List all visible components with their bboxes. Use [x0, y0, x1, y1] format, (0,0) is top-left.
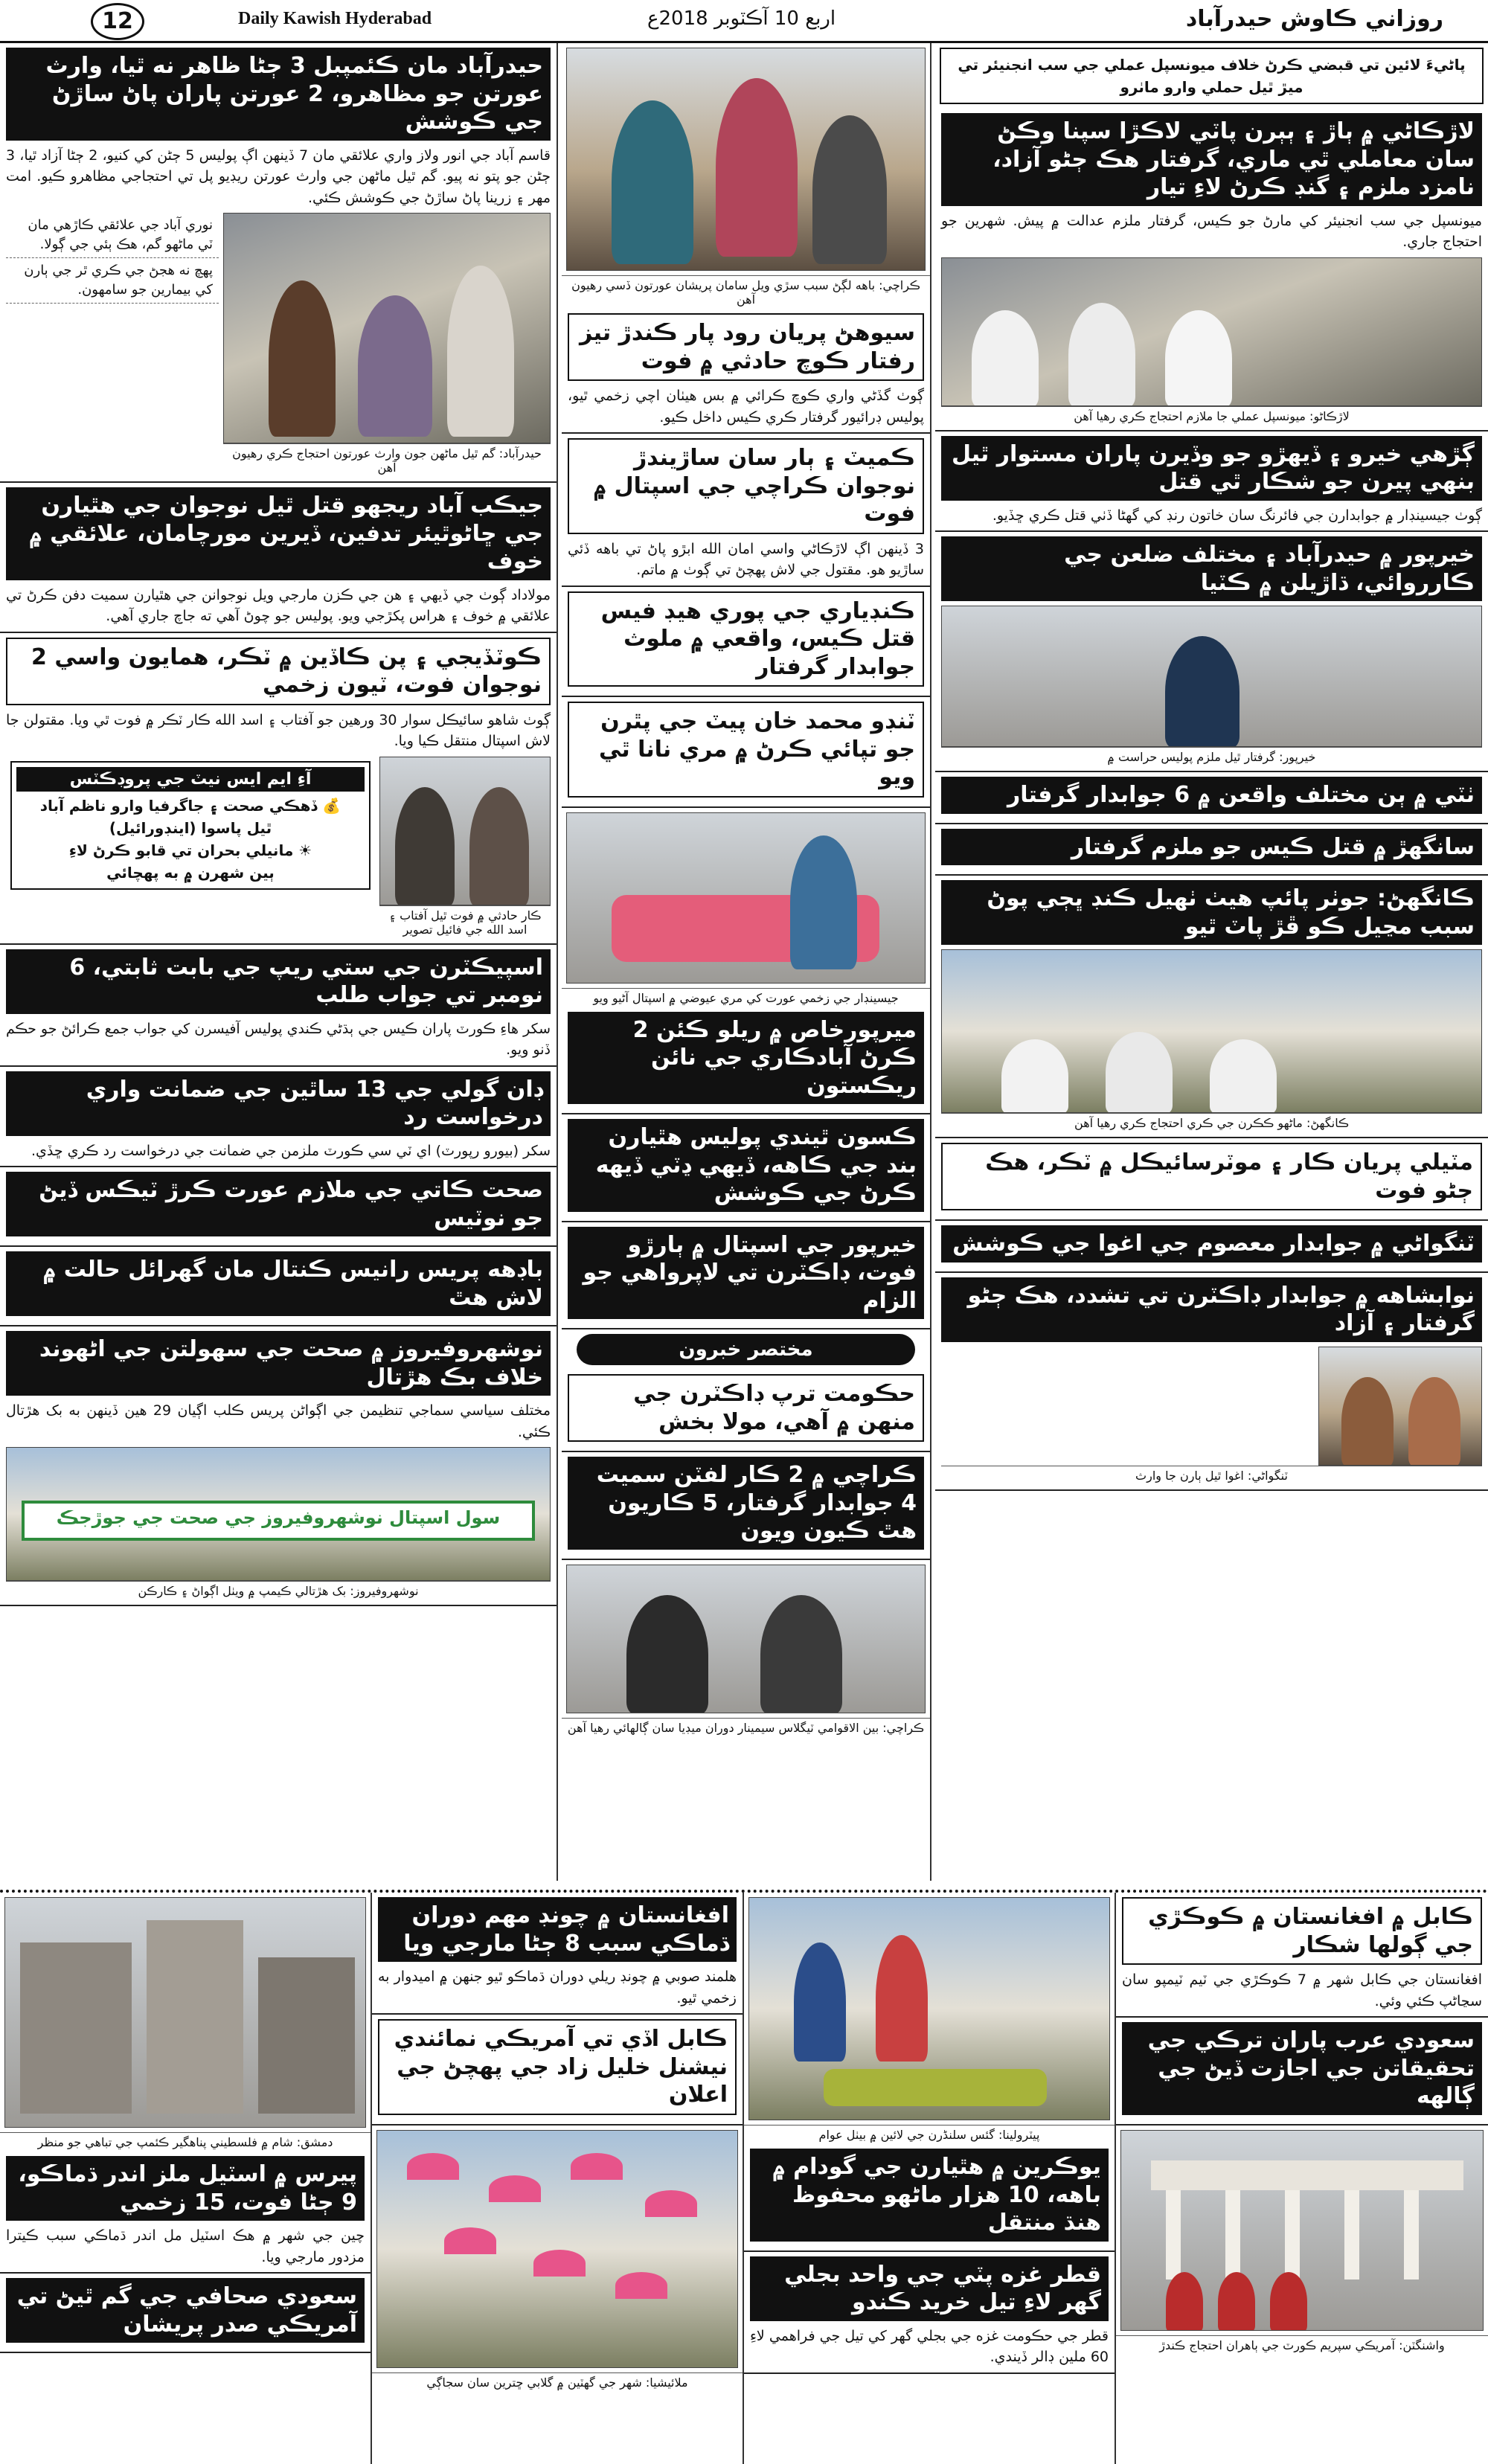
- english-title: Daily Kawish Hyderabad: [238, 9, 432, 28]
- headline: ڪنڊياري جي پوري هيڊ فيس قتل ڪيس، واقعي ۾ ملوث جوابدار گرفتار: [568, 591, 924, 687]
- building-ruin: [147, 1920, 243, 2114]
- headline: مٽيلي پريان ڪار ۽ موٽرسائيڪل ۾ ٽڪر، هڪ ڄڻو فوت: [941, 1143, 1482, 1210]
- person-figure: [1001, 1039, 1068, 1113]
- headline: ڳڙهي خيرو ۽ ڏيهڙو جو وڏيرن پاران مستوار ٿيل بنهي پيرن جو شڪار ٿي قتل: [941, 436, 1482, 501]
- person-figure: [1106, 1032, 1173, 1113]
- ad-line: ٻين شهرن ۾ به پهچائي: [106, 863, 275, 882]
- story-body: هلمند صوبي ۾ چونڊ ريلي دوران ڌماڪو ٿيو جنهن ۾ اميدوار به زخمي ٿيو.: [378, 1969, 737, 2006]
- photo-caption: حيدرآباد: گم ٿيل ماڻهن جون وارث عورتون احتجاج ڪري رهيون آهن: [223, 443, 551, 477]
- story-body: قاسم آباد جي انور ولاز واري علائقي مان 7 ڏينهن اڳ پوليس 5 ڄڻن کي کنيو، 2 ڄڻا آزاد ٿيا، 3 ڄڻن جو پتو نه پيو. گم ٿيل ماڻهن جي وارث عورتن ريڊيو پل تي احتجاجي مظاهرو ڪيو. امت مهر ۽ زرينا پاڻ ساڙڻ جي ڪوشش ڪئي.: [6, 147, 551, 206]
- headline: ڪابل ۾ افغانستان ۾ ڪوڪڙي جي ڳولها شڪار: [1122, 1897, 1482, 1965]
- story-body: ڳوٺ گڏڻي واري ڪوچ ڪرائي ۾ بس هيٺان اچي زخمي ٿيو، پوليس ڊرائيور گرفتار ڪري ڪيس داخل ڪيو.: [568, 388, 924, 426]
- story-saudi-journalist: [0, 2274, 371, 2353]
- bottom-col-3: [744, 1893, 1116, 2464]
- story-larkana-burn: [562, 434, 930, 587]
- bottom-col-4: [1116, 1893, 1488, 2464]
- headline: صحت ڪاتي جي ملازم عورت ڪرڙ ٽيڪس ڏيڻ جو نوٽيس: [6, 1172, 551, 1236]
- headline: ٺٽي ۾ ٻن مختلف واقعن ۾ 6 جوابدار گرفتار: [941, 777, 1482, 814]
- umbrella-shape: [407, 2153, 459, 2180]
- story-nawabshah: [935, 1273, 1488, 1491]
- headline: سانگهڙ ۾ قتل ڪيس جو ملزم گرفتار: [941, 829, 1482, 866]
- person-figure: [760, 1595, 842, 1713]
- building-ruin: [20, 1942, 132, 2114]
- story-body: ميونسپل جي سب انجنيئر کي مارڻ جو ڪيس، گرفتار ملزم عدالت ۾ پيش. شهرين جو احتجاج جاري.: [941, 212, 1482, 250]
- story-ukraine-depot: [744, 2144, 1115, 2252]
- story-karachi-arrest: [562, 1452, 930, 1560]
- ad-line: ٿيل پاسوا (اينڊورائيل): [109, 818, 272, 837]
- headline: پيرس ۾ اسٽيل ملز اندر ڌماڪو، 9 ڄڻا فوت، 15 زخمي: [6, 2156, 365, 2221]
- umbrella-shape: [645, 2190, 697, 2217]
- masthead: [0, 0, 1488, 43]
- story-kandiaro: [562, 587, 930, 698]
- photo-caption: جيسينڊار جي زخمي عورت کي مري عيوضي ۾ اسپتال آڻيو ويو: [562, 988, 930, 1007]
- story-tando: [562, 697, 930, 808]
- person-figure: [626, 1595, 708, 1713]
- bottom-col-2: [372, 1893, 744, 2464]
- seminar-photo: [566, 1565, 926, 1713]
- story-body: قطر جي حڪومت غزه جي بجلي گهر کي تيل جي فراهمي لاءِ 60 ملين ڊالر ڏيندي.: [750, 2327, 1109, 2365]
- international-section: [0, 1890, 1488, 2464]
- protest-banner: سول اسپتال نوشهروفيروز جي صحت جي جوڙجڪ: [22, 1501, 535, 1540]
- story-accident: [0, 633, 557, 945]
- story-body: مختلف سياسي سماجي تنظيمن جي اڳواڻن پريس ڪلب اڳيان 29 هين ڏينهن به بک هڙتال ڪئي.: [6, 1402, 551, 1440]
- person-figure: [358, 295, 432, 437]
- headline: حيدرآباد مان ڪئمپبل 3 ڄڻا ظاهر نه ٿيا، وارث عورتن جو مظاهرو، 2 عورتن پاران پاڻ ساڙڻ جي ڪوشش: [6, 48, 551, 141]
- story-body: 3 ڏينهن اڳ لاڙڪاڻي واسي امان الله ابڙو پاڻ تي باهه ڏئي ساڙيو هو. مقتول جي لاش پهچڻ تي ڳوٺ ۾ ماتم.: [568, 540, 924, 578]
- gas-cylinders-photo: [748, 1897, 1110, 2120]
- story-sanghar: [935, 824, 1488, 876]
- story-health-tax: [0, 1167, 557, 1247]
- story-thatta: [935, 772, 1488, 824]
- story-qatar-gaza: [744, 2252, 1115, 2374]
- photo-caption: واشنگٽن: آمريڪي سپريم ڪورٽ جي ٻاهران احتجاج ڪندڙ: [1116, 2335, 1488, 2355]
- headline: سعودي صحافي جي گم ٿيڻ تي آمريڪي صدر پريشان: [6, 2278, 365, 2343]
- umbrella-shape: [489, 2175, 541, 2202]
- story-saudi-turkey: [1116, 2018, 1488, 2125]
- person-figure: [469, 787, 529, 905]
- person-figure: [1165, 310, 1232, 406]
- story-garhi-khairo: [935, 431, 1488, 533]
- story-body: چين جي شهر ۾ هڪ اسٽيل مل اندر ڌماڪي سبب ڪيترا مزدور مارجي ويا.: [6, 2227, 365, 2265]
- story-mirpurkhas: [562, 1007, 930, 1115]
- photo-caption: خيرپور: گرفتار ٿيل ملزم پوليس حراست ۾: [941, 747, 1482, 766]
- headline: ڪميٽ ۽ ٻار سان ساڙيندڙ نوجوان ڪراچي جي اسپتال ۾ فوت: [568, 438, 924, 534]
- story-khairpur-hospital: [562, 1222, 930, 1330]
- story-tangwani: [935, 1221, 1488, 1273]
- umbrella-shape: [444, 2227, 496, 2254]
- fire-photo: [566, 48, 926, 271]
- headline: ڪانگهڻ: جوٺر پائپ هيٺ ٺهيل ڪنڊ ڀڄي پوڻ سبب مڃيل ڪو ڦڙ پاٽ ٿيو: [941, 880, 1482, 945]
- story-body: سکر (بيورو رپورٽ) اي ٽي سي ڪورٽ ملزمن جي ضمانت جي درخواست رد ڪري ڇڏي.: [31, 1142, 551, 1159]
- headline: اسپيڪٽرن جي ستي ريپ جي بابت ثابتي، 6 نومبر تي جواب طلب: [6, 949, 551, 1014]
- story-hunger-strike: [0, 1326, 557, 1606]
- hunger-strike-photo: [6, 1447, 551, 1581]
- ad-box: [10, 761, 371, 890]
- headline: جيڪب آباد ريجهو قتل ٿيل نوجوان جي هٿيارن جي ڇاڻوٿيئر تدفين، ڏيرين مورچامان، علائقي ۾ خوف: [6, 487, 551, 580]
- protester-figure: [1218, 2272, 1255, 2331]
- headline: نوابشاهه ۾ جوابدار ڊاڪٽرن تي تشدد، هڪ ڄڻو گرفتار ۽ آزاد: [941, 1277, 1482, 1342]
- photo-caption: ڪار حادثي ۾ فوت ٿيل آفتاب ۽ اسد الله جي فائيل تصوير: [379, 905, 551, 939]
- headline: ٽنڊو محمد خان پيٽ جي پٿرن جو تپائي ڪرڻ ۾ مري نانا ٿي ويو: [568, 702, 924, 798]
- right-column: [935, 43, 1488, 1881]
- story-government: [562, 1370, 930, 1452]
- person-figure: [1210, 1039, 1277, 1113]
- court-column: [1225, 2190, 1240, 2279]
- headline: افغانستان ۾ چونڊ مهم دوران ڌماڪي سبب 8 ڄڻا مارجي ويا: [378, 1897, 737, 1962]
- headline: خيرپور جي اسپتال ۾ ٻارڙو فوت، ڊاڪٽرن تي لاپرواهي جو الزام: [568, 1227, 924, 1320]
- arrest-photo: [941, 606, 1482, 747]
- headline: سيوهڻ پريان رود پار ڪندڙ تيز رفتار ڪوچ حادثي ۾ فوت: [568, 313, 924, 381]
- story-jacobabad: [0, 483, 557, 633]
- page-number: 12: [91, 3, 144, 40]
- bottom-col-1: [0, 1893, 372, 2464]
- umbrella-shape: [533, 2250, 586, 2277]
- headline: قطر غزه پٽي جي واحد بجلي گهر لاءِ تيل خريد ڪندو: [750, 2256, 1109, 2321]
- story-steel-mill: [0, 2152, 371, 2274]
- headline: حڪومت ترپ ڊاڪٽرن جي منهن ۾ آهي، مولا بخش: [568, 1374, 924, 1442]
- photo-caption: نوشهروفيروز: بک هڙتالي ڪيمپ ۾ ويٺل اڳواڻ ۽ ڪارڪن: [6, 1581, 551, 1600]
- headline: ڪراچي ۾ 2 ڪار لفٽن سميت 4 جوابدار گرفتار، 5 ڪاريون هٿ ڪيون ويون: [568, 1457, 924, 1550]
- story-bail: [0, 1067, 557, 1168]
- headline: ڪسون ٿيندي پوليس هٿيارن بند جي ڪاهه، ڏيهي ڍٽي ڏيهه ڪرڻ جي ڪوشش: [568, 1119, 924, 1212]
- headline: ميرپورخاص ۾ ريلو ڪئن 2 ڪرڻ آبادڪاري جي نائن ريڪستون: [568, 1012, 924, 1105]
- umbrellas-photo: [376, 2130, 738, 2368]
- story-body: سکر هاءِ ڪورٽ پاران ڪيس جي ٻڌڻي ڪندي پوليس آفيسرن کي جواب جمع ڪرائڻ جو حڪم ڏنو ويو.: [6, 1020, 551, 1058]
- children-photo: [1318, 1347, 1482, 1466]
- story-larkana-engineer: [935, 109, 1488, 431]
- issue-date: اربع 10 آڪٽوبر 2018ع: [647, 7, 836, 30]
- ad-line: ☀ مانيلي بحران تي قابو ڪرڻ لاءِ: [68, 841, 312, 859]
- headline: لاڙڪاڻي ۾ ٻاڙ ۽ ٻٻرن پاٽي لاڪڙا سپنا وڪڻ سان معاملي ٿي ماري، گرفتار هڪ ڄڻو آزاد، نامزد ملزم ۽ گنڊ ڪرڻ لاءِ تيار: [941, 113, 1482, 206]
- person-figure: [447, 266, 514, 437]
- person-figure: [269, 280, 336, 437]
- supreme-court-photo: [1120, 2130, 1484, 2331]
- story-body-found: [0, 1247, 557, 1326]
- middle-column: [562, 43, 931, 1881]
- photo-caption: دمشق: شام ۾ فلسطيني پناهگير ڪئمپ جي تباهي جو منظر: [0, 2132, 371, 2152]
- person-figure: [1341, 1377, 1394, 1466]
- story-missing-persons: [0, 43, 557, 483]
- photo-caption: لاڙڪاڻو: ميونسپل عملي جا ملازم احتجاج ڪري رهيا آهن: [941, 406, 1482, 426]
- protester-figure: [1270, 2272, 1307, 2331]
- story-body: افغانستان جي ڪابل شهر ۾ 7 ڪوڪڙي جي ٽيم ٽيمپو سان سڃاڻپ ڪئي وئي.: [1122, 1971, 1482, 2009]
- person-figure: [716, 78, 798, 257]
- photo-caption: ڪانگهڻ: ماڻهو ڪڪرن جي ڪري احتجاج ڪري رهيا آهن: [941, 1113, 1482, 1132]
- photo-caption: ڪراچي: بين الاقوامي ٽيگلاس سيمينار دوران ميڊيا سان ڳالهائي رهيا آهن: [562, 1718, 930, 1737]
- person-figure: [612, 100, 693, 264]
- person-figure: [812, 115, 887, 264]
- court-column: [1344, 2190, 1359, 2279]
- story-afghan-blast: [372, 1893, 743, 2015]
- court-column: [1404, 2190, 1419, 2279]
- story-body: مولاداد ڳوٺ جي ڏيهي ۽ هن جي ڪزن مارجي ويل نوجوانن جي هٿيارن سميت دفن ڪرڻ تي علائقي ۾ خوف ۽ هراس پکڙجي ويو. پوليس جو چوڻ آهي ته جاچ جاري آهي.: [6, 586, 551, 624]
- court-roof: [1151, 2160, 1463, 2190]
- protester-figure: [1166, 2272, 1203, 2331]
- ad-title: آءِ ايم ايس نيٽ جي پروڊڪٽس: [16, 767, 365, 792]
- person-figure: [1408, 1377, 1460, 1466]
- person-figure: [1068, 303, 1135, 406]
- headline: سعودي عرب پاران ترڪي جي تحقيقاتن جي اجازت ڏيڻ جي ڳالهه: [1122, 2022, 1482, 2115]
- protest-photo: [223, 213, 551, 443]
- road-protest-photo: [941, 949, 1482, 1113]
- left-column: [0, 43, 558, 1881]
- story-khairpur-raid: [935, 532, 1488, 772]
- court-column: [1285, 2190, 1300, 2279]
- person-figure: [395, 787, 455, 905]
- story-kabul-envoy: [372, 2015, 743, 2125]
- umbrella-shape: [615, 2272, 667, 2299]
- destruction-photo: [4, 1897, 366, 2128]
- victims-photo: [379, 757, 551, 905]
- headline: يوڪرين ۾ هٿيارن جي گودام ۾ باهه، 10 هزار ماڻهو محفوظ هنڌ منتقل: [750, 2149, 1109, 2242]
- brief-item: نوري آباد جي علائقي ڪاڙهي مان ٽي ماڻهو گم، هڪ ٻئي جي ڳولا.: [6, 213, 219, 258]
- top-notice: پاڻيءَ لائين تي قبضي ڪرڻ خلاف ميونسپل عملي جي سب انجنيئر تي ميڙ ٿيل حملي وارو ماٺرو: [940, 48, 1484, 104]
- story-police: [562, 1114, 930, 1222]
- umbrella-shape: [571, 2153, 623, 2180]
- headline: نوشهروفيروز ۾ صحت جي سهولتن جي اڻهوند خلاف بڪ هڙتال: [6, 1331, 551, 1396]
- story-kandhkot: [935, 876, 1488, 1138]
- photo-caption: ملائيشيا: شهر جي گهٽين ۾ گلابي ڇترين سان سجاڳي: [372, 2372, 743, 2392]
- brief-item: پهچ نه هجڻ جي ڪري ٿر جي ٻارن کي بيمارين جو سامهون.: [6, 258, 219, 304]
- hospital-photo: [566, 812, 926, 984]
- photo-caption: پيٽرولينا: گئس سلنڈرن جي لائين ۾ بيٺل عوام: [744, 2125, 1115, 2144]
- photo-caption: ڪراچي: باهه لڳڻ سبب سڙي ويل سامان پريشان عورتون ڏسي رهيون آهن: [562, 275, 930, 309]
- headline: ڪوٽڏيجي ۽ پن ڪاڏين ۾ ٽڪر، همايون واسي 2 نوجوان فوت، ٽيون زخمي: [6, 638, 551, 705]
- photo-caption: ٽنگواڻي: اغوا ٿيل ٻارن جا وارث: [941, 1466, 1482, 1485]
- person-figure: [876, 1935, 928, 2062]
- story-sehwan: [562, 309, 930, 434]
- ad-line: 💰 ڏهڪي صحت ۽ جاگرفيا وارو ناظم آباد: [39, 796, 341, 815]
- headline: ڊان گولي جي 13 ساٿين جي ضمانت واري درخواست رد: [6, 1071, 551, 1136]
- person-figure: [972, 310, 1039, 406]
- person-figure: [790, 835, 857, 969]
- headline: ڪابل اڏي تي آمريڪي نمائندي نيشنل خليل زاد جي پهچڻ جي اعلان: [378, 2019, 737, 2115]
- briefs-title: مختصر خبرون: [577, 1334, 915, 1365]
- headline: باڊهه پريس رانيس ڪنتال مان گهرائل حالت ۾ لاش هٿ: [6, 1251, 551, 1316]
- paper-name: روزاني ڪاوش حيدرآباد: [1185, 6, 1443, 32]
- person-figure: [1165, 636, 1240, 747]
- headline: ٽنگواڻي ۾ جوابدار معصوم جي اغوا جي ڪوشش: [941, 1225, 1482, 1263]
- story-inspectors: [0, 945, 557, 1067]
- meeting-photo: [941, 257, 1482, 406]
- headline: خيرپور ۾ حيدرآباد ۽ مختلف ضلعن جي ڪارروائي، ڌاڙيلن ۾ ڪٽيا: [941, 536, 1482, 601]
- court-column: [1166, 2190, 1181, 2279]
- story-body: ڳوٺ جيسينڊار ۾ جوابدارن جي فائرنگ سان خاتون رنڊ کي گهڻا ڏٺي قتل ڪري ڇڏيو.: [992, 507, 1482, 524]
- story-matli: [935, 1138, 1488, 1221]
- story-kabul: [1116, 1893, 1488, 2018]
- building-ruin: [258, 1957, 355, 2114]
- person-figure: [794, 1942, 846, 2062]
- gas-cylinders: [824, 2069, 1047, 2106]
- story-body: ڳوٺ شاهو سائيڪل سوار 30 ورهين جو آفتاب ۽ اسد الله ڪار ٽڪر ۾ فوت ٿي ويا. مقتولن جا لاش اسپتال منتقل ڪيا ويا.: [6, 711, 551, 749]
